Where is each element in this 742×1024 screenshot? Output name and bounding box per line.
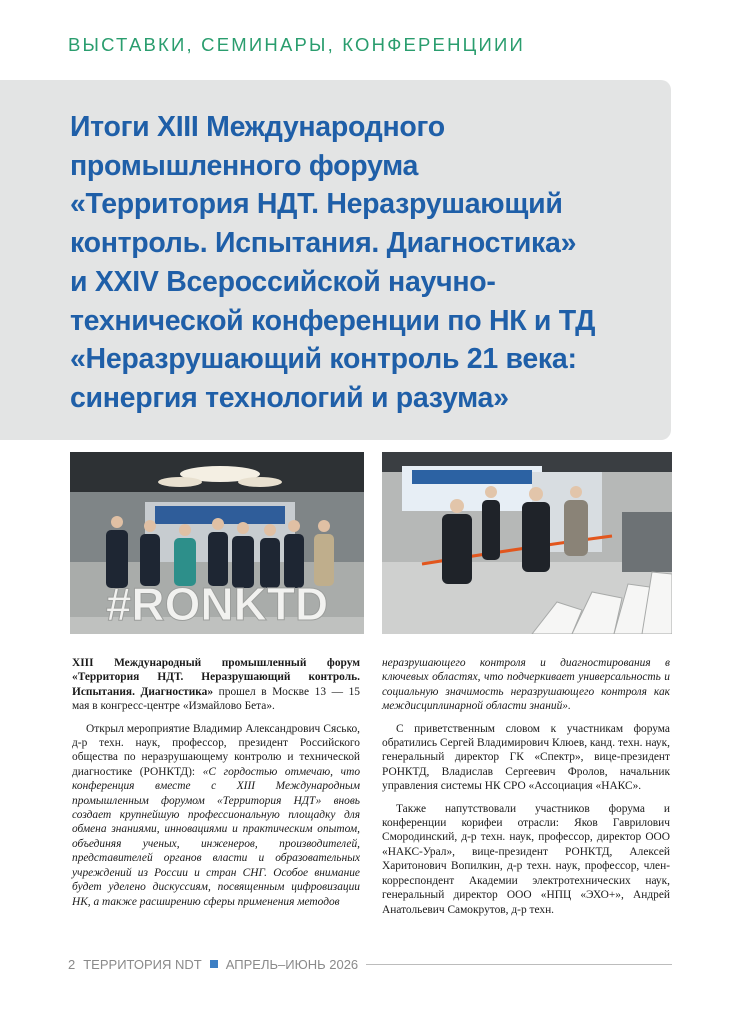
title-line: и XXIV Всероссийской научно- [70,265,496,298]
ribbon-cutting-illustration [382,452,672,634]
ronktd-sign: #RONKTD [105,578,329,630]
title-line: Итоги XIII Международного [70,111,445,143]
section-label: ВЫСТАВКИ, СЕМИНАРЫ, КОНФЕРЕНЦИИИ [68,34,526,55]
opening-paragraph [72,722,360,909]
intro-rest: прошел в Москве 13 — 15 мая в конгресс-центре «Измайлово Бета». [72,685,360,713]
left-text-column [72,656,360,917]
quote-continuation: неразрушающего контроля и диагностирования в ключевых областях, что подчеркивает универсальность и социальную значимость неразрушающего контроля как междисциплинарной области знаний». [382,657,670,713]
page-number: 2 [68,956,76,972]
title-line: «Территория НДТ. Неразрушающий [70,188,563,221]
title-line: синергия технологий и разума» [70,381,509,414]
title-line: «Неразрушающий контроль 21 века: [70,343,577,376]
title-line: промышленного форума [70,149,419,182]
ribbon-cutting-photo [382,452,672,634]
title-line: технической конференции по НК и ТД [70,304,596,337]
opening-quote: «С гордостью отмечаю, что конференция вместе с XIII Международным промышленным форумом «Территория НДТ» вновь создает крупнейшую профессиональную площадку для обмена знаниями, инновациями и практическим опытом, объединяя ученых, инженеров, производителей, представителей органов власти и образовательных учреждений из России и стран СНГ. Особое внимание будет уделено дискуссиям, посвященным цифровизации НК, а также расширению сферы применения методов [72,765,361,908]
group-photo [70,452,364,634]
footer-square-icon [210,960,218,968]
article-title [70,108,670,418]
veterans-paragraph: Также напутствовали участников форума и конференции корифеи отрасли: Яков Гаврилович Смородинский, д-р техн. наук, профессор, директор ООО «НАКС-Урал», вице-президент РОНКТД, Алексей Харитонович Вопилкин, д-р техн. наук, профессор, член-корреспондент Академии электротехнических наук, генеральный директор ООО «НПЦ «ЭХО+», Андрей Анатольевич Самокрутов, д-р техн. [382,802,670,916]
group-photo-illustration [70,452,364,634]
intro-paragraph [72,656,360,714]
forum-name: XIII Международный промышленный форум «Территория НДТ. Неразрушающий контроль. Испытания. Диагностика» [72,657,360,698]
magazine-name: ТЕРРИТОРИЯ NDT [83,956,202,972]
opening-text: Открыл мероприятие Владимир Александрович Сясько, д-р техн. наук, профессор, президент Российского общества по неразрушающему контролю и технической диагностике (РОНКТД): [72,722,360,778]
right-text-column [382,656,670,925]
welcome-paragraph: С приветственным словом к участникам форума обратились Сергей Владимирович Клюев, канд. техн. наук, генеральный директор ГК «Спектр», вице-президент РОНКТД, Владислав Сергеевич Фролов, начальник управления системы НК СРО «Ассоциация «НАКС». [382,722,670,793]
title-line: контроль. Испытания. Диагностика» [70,227,577,260]
page-footer [68,955,672,973]
footer-rule [366,964,672,965]
issue-date: АПРЕЛЬ–ИЮНЬ 2026 [225,956,359,972]
